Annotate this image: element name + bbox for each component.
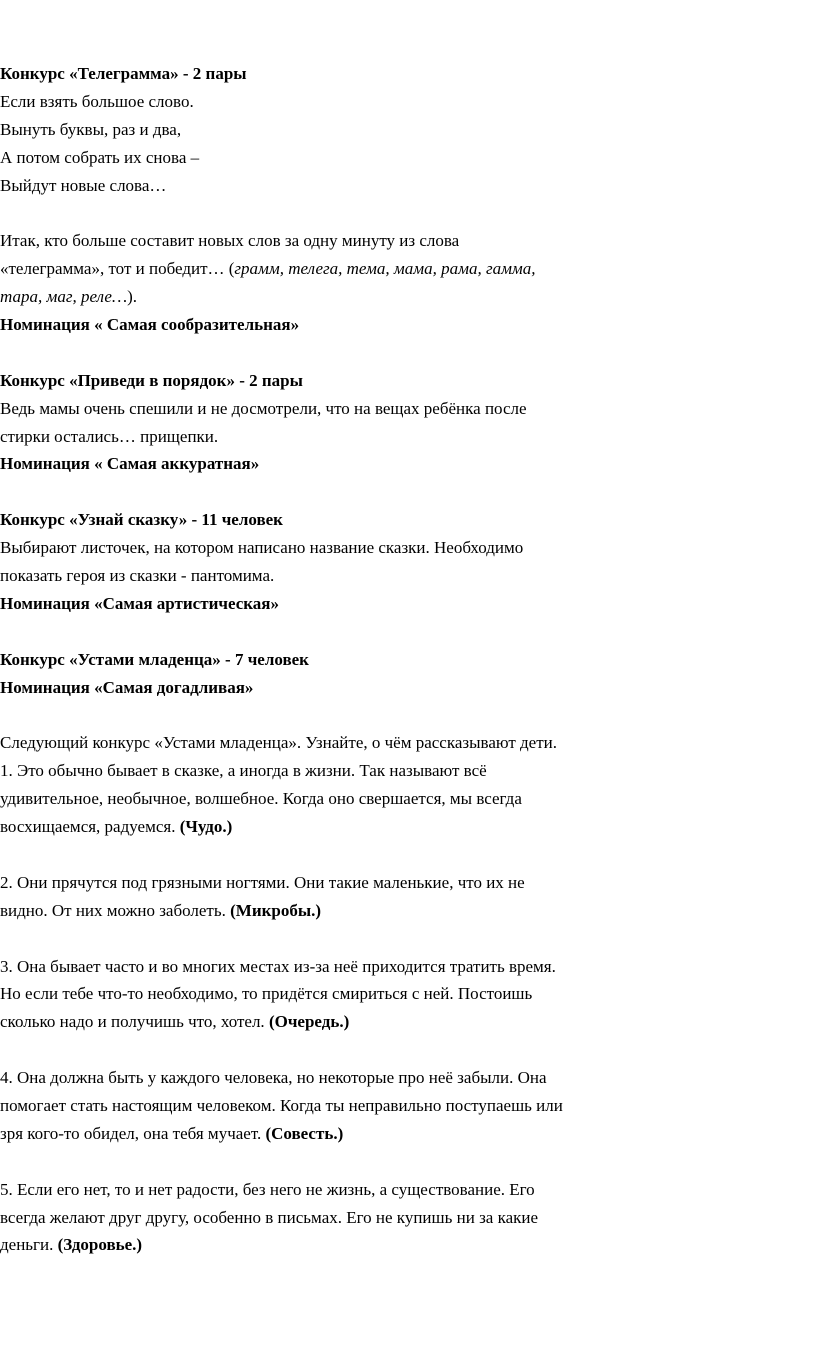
riddle-4-text: зря кого-то обидел, она тебя мучает.: [0, 1123, 266, 1143]
spacer: [0, 1036, 816, 1064]
riddle-4-line-1: 4. Она должна быть у каждого человека, но некоторые про неё забыли. Она: [0, 1068, 547, 1088]
spacer: [0, 339, 816, 367]
section-title-fairytale: Конкурс «Узнай сказку» - 11 человек: [0, 510, 283, 530]
poem-line-2: Вынуть буквы, раз и два,: [0, 119, 182, 139]
telegram-task-line-2: [0, 255, 816, 283]
riddle-4-answer: (Совесть.): [265, 1123, 344, 1143]
order-text-line-2: стирки остались… прищепки.: [0, 426, 219, 446]
document-page: [0, 60, 816, 1259]
spacer: [0, 478, 816, 506]
riddle-5-text: деньги.: [0, 1235, 58, 1255]
telegram-task-text: «телеграмма», тот и победит… (: [0, 259, 235, 279]
poem-line-1: Если взять большое слово.: [0, 91, 194, 111]
riddle-2-text: видно. От них можно заболеть.: [0, 900, 231, 920]
riddle-3-line-3: [0, 1008, 816, 1036]
order-text-line-1: Ведь мамы очень спешили и не досмотрели, что на вещах ребёнка после: [0, 398, 527, 418]
riddle-3-answer: (Очередь.): [268, 1012, 350, 1032]
telegram-example-words: грамм, телега, тема, мама, рама, гамма,: [234, 259, 536, 279]
section-title-telegram: Конкурс «Телеграмма» - 2 пары: [0, 64, 247, 83]
riddle-1-line-3: [0, 813, 816, 841]
telegram-ellipsis: …: [111, 287, 128, 307]
nomination-fairytale: Номинация «Самая артистическая»: [0, 593, 279, 613]
telegram-task-line-3: [0, 283, 816, 311]
riddle-5-answer: (Здоровье.): [57, 1235, 143, 1255]
spacer: [0, 841, 816, 869]
nomination-order: Номинация « Самая аккуратная»: [0, 454, 260, 474]
baby-intro: Следующий конкурс «Устами младенца». Узнайте, о чём рассказывают дети.: [0, 733, 558, 753]
riddle-1-line-1: 1. Это обычно бывает в сказке, а иногда в жизни. Так называют всё: [0, 761, 487, 781]
poem-line-4: Выйдут новые слова…: [0, 175, 167, 195]
riddle-5-line-1: 5. Если его нет, то и нет радости, без него не жизнь, а существование. Его: [0, 1179, 535, 1199]
riddle-2-line-1: 2. Они прячутся под грязными ногтями. Они такие маленькие, что их не: [0, 872, 525, 892]
riddle-2-answer: (Микробы.): [230, 900, 322, 920]
riddle-4-line-3: [0, 1120, 816, 1148]
telegram-task-line-1: Итак, кто больше составит новых слов за одну минуту из слова: [0, 231, 460, 251]
nomination-baby: Номинация «Самая догадливая»: [0, 677, 254, 697]
spacer: [0, 925, 816, 953]
telegram-close-paren: ).: [127, 287, 138, 307]
fairytale-text-line-2: показать героя из сказки - пантомима.: [0, 566, 275, 586]
riddle-2-line-2: [0, 897, 816, 925]
fairytale-text-line-1: Выбирают листочек, на котором написано название сказки. Необходимо: [0, 538, 524, 558]
section-title-order: Конкурс «Приведи в порядок» - 2 пары: [0, 370, 303, 390]
riddle-1-text: восхищаемся, радуемся.: [0, 817, 180, 837]
riddle-5-line-2: всегда желают друг другу, особенно в письмах. Его не купишь ни за какие: [0, 1207, 539, 1227]
riddle-5-line-3: [0, 1231, 816, 1259]
riddle-1-line-2: удивительное, необычное, волшебное. Когда оно свершается, мы всегда: [0, 789, 522, 809]
telegram-example-words-cont: тара, маг, реле: [0, 287, 112, 307]
spacer: [0, 1148, 816, 1176]
poem-line-3: А потом собрать их снова –: [0, 147, 200, 167]
spacer: [0, 618, 816, 646]
riddle-4-line-2: помогает стать настоящим человеком. Когда ты неправильно поступаешь или: [0, 1095, 563, 1115]
riddle-3-line-2: Но если тебе что-то необходимо, то придётся смириться с ней. Постоишь: [0, 984, 533, 1004]
section-title-baby: Конкурс «Устами младенца» - 7 человек: [0, 649, 309, 669]
riddle-3-text: сколько надо и получишь что, хотел.: [0, 1012, 269, 1032]
riddle-1-answer: (Чудо.): [179, 817, 233, 837]
spacer: [0, 199, 816, 227]
riddle-3-line-1: 3. Она бывает часто и во многих местах из-за неё приходится тратить время.: [0, 956, 556, 976]
nomination-telegram: Номинация « Самая сообразительная»: [0, 315, 300, 335]
spacer: [0, 701, 816, 729]
